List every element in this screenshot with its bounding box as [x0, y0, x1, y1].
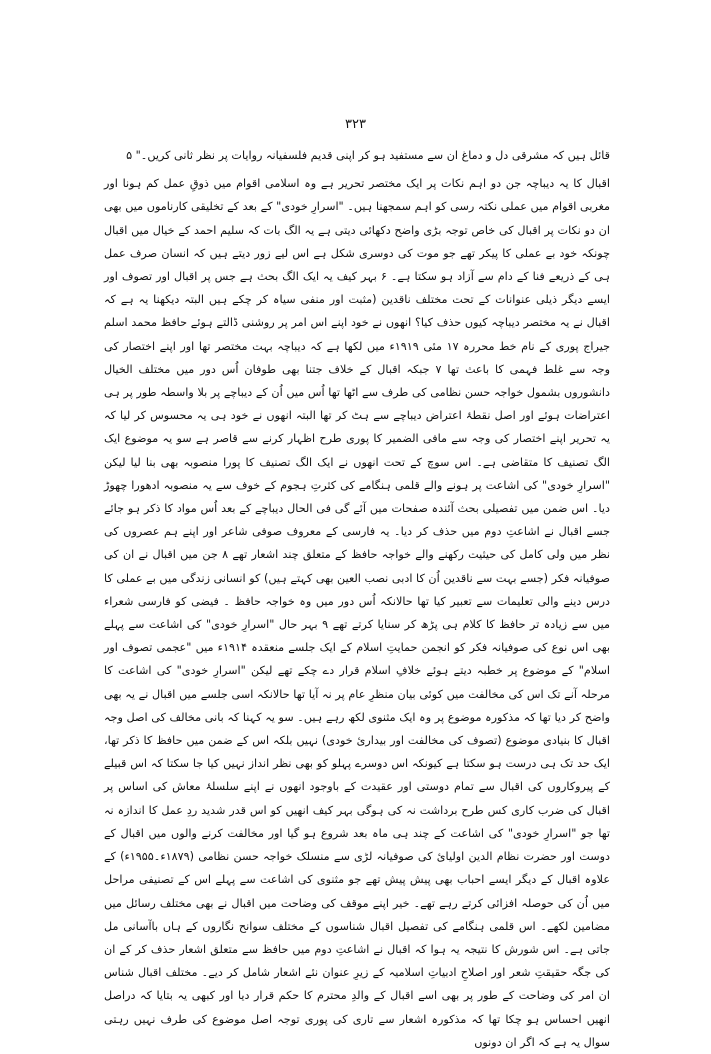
- main-paragraph: اقبال کا یہ دیباچہ جن دو اہم نکات پر ایک مختصر تحریر ہے وہ اسلامی اقوام میں ذوقِ عمل کم ہونا اور مغربی اقوام میں عملی نکتہ رسی کو اہم سمجھنا ہیں۔ "اسرارِ خودی" کے بعد کے تخلیقی کارناموں میں بھی ان دو نکات پر اقبال کی خاص توجہ بڑی واضح دکھائی دیتی ہے یہ الگ بات کہ سلیم احمد کے خیال میں اقبال چونکہ خود بے عملی کا پیکر تھے جو موت کی دوسری شکل ہے اس لیے زور دیتے ہیں کہ انسان صرف عمل ہی کے ذریعے فنا کے دام سے آزاد ہو سکتا ہے۔ ۶ بہر کیف یہ ایک الگ بحث ہے جس پر اقبال اور تصوف اور ایسے دیگر ذیلی عنوانات کے تحت مختلف ناقدین (مثبت اور منفی سیاہ کر چکے ہیں البتہ دیکھنا یہ ہے کہ اقبال نے یہ مختصر دیباچہ کیوں حذف کیا؟ انھوں نے خود اپنے اس امر پر روشنی ڈالتے ہوئے حافظ محمد اسلم جیراج پوری کے نام خط محررہ ۱۷ مئی ۱۹۱۹ء میں لکھا ہے کہ دیباچہ بہت مختصر تھا اور اپنے اختصار کی وجہ سے غلط فہمی کا باعث تھا ۷ جبکہ اقبال کے خلاف جتنا بھی طوفان اُس دور میں مختلف الخیال دانشوروں بشمول خواجہ حسن نظامی کی طرف سے اٹھا تھا اُس میں اُن کے دیباچے پر بلا واسطہ طور پر ہی اعتراضات ہوئے اور اصل نقطۂ اعتراض دیباچے سے ہٹ کر تھا البتہ انھوں نے خود ہی یہ محسوس کر لیا کہ یہ تحریر اپنے اختصار کی وجہ سے مافی الضمیر کا پوری طرح اظہار کرنے سے قاصر ہے سو یہ موضوع ایک الگ تصنیف کا متقاضی ہے۔ اس سوچ کے تحت انھوں نے ایک الگ تصنیف کا پورا منصوبہ بھی بنا لیا لیکن "اسرارِ خودی" کی اشاعت پر ہونے والے قلمی ہنگامے کی کثرتِ ہجوم کے خوف سے یہ منصوبہ ادھورا چھوڑ دیا۔ اس ضمن میں تفصیلی بحث آئندہ صفحات میں آئے گی فی الحال دیباچے کے بعد اُس مواد کا ذکر ہو جائے جسے اقبال نے اشاعتِ دوم میں حذف کر دیا۔ یہ فارسی کے معروف صوفی شاعر اور اپنے ہم عصروں کی نظر میں ولی کامل کی حیثیت رکھنے والے خواجہ حافظ کے متعلق چند اشعار تھے ۸ جن میں اقبال نے ان کی صوفیانہ فکر (جسے بہت سے ناقدین اُن کا ادبی نصب العین بھی کہتے ہیں) کو انسانی زندگی میں بے عملی کا درس دینے والی تعلیمات سے تعبیر کیا تھا حالانکہ اُس دور میں وہ خواجہ حافظ ۔ فیضی کو فارسی شعراء میں سے زیادہ تر حافظ کا کلام ہی پڑھ کر سنایا کرتے تھے ۹ بہر حال "اسرارِ خودی" کی اشاعت سے پہلے بھی اس نوع کی صوفیانہ فکر کو انجمن حمایتِ اسلام کے ایک جلسے منعقدہ ۱۹۱۴ء میں "عجمی تصوف اور اسلام" کے موضوع پر خطبہ دیتے ہوئے خلافِ اسلام قرار دے چکے تھے لیکن "اسرارِ خودی" کی اشاعت کا مرحلہ آنے تک اس کی مخالفت میں کوئی بیان منظرِ عام پر نہ آیا تھا حالانکہ اسی جلسے میں اقبال نے یہ بھی واضح کر دیا تھا کہ مذکورہ موضوع پر وہ ایک مثنوی لکھ رہے ہیں۔ سو یہ کہنا کہ بانی مخالف کی اصل وجہ اقبال کا بنیادی موضوع (تصوف کی مخالفت اور بیداریٔ خودی) نہیں بلکہ اس کے ضمن میں حافظ کا ذکر تھا، ایک حد تک ہی درست ہو سکتا ہے کیونکہ اس دوسرے پہلو کو بھی نظر انداز نہیں کیا جا سکتا کہ اس قبیلے کے پیروکاروں کی اقبال سے تمام دوستی اور عقیدت کے باوجود انھوں نے اپنے سلسلۂ معاش کی اساس پر اقبال کی ضرب کاری کس طرح برداشت نہ کی ہوگی بہر کیف انھیں کو اس قدر شدید ردِ عمل کا اندازہ نہ تھا جو "اسرارِ خودی" کی اشاعت کے چند ہی ماہ بعد شروع ہو گیا اور مخالفت کرنے والوں میں اقبال کے دوست اور حضرت نظام الدین اولیائ کی صوفیانہ لڑی سے منسلک خواجہ حسن نظامی (۱۸۷۹ء۔۱۹۵۵ء) کے علاوہ اقبال کے دیگر ایسے احباب بھی پیش پیش تھے جو مثنوی کی اشاعت سے پہلے اس کے تصنیفی مراحل میں اُن کی حوصلہ افزائی کرتے رہے تھے۔ خیر اپنے موقف کی وضاحت میں اقبال نے بھی مختلف رسائل میں مضامین لکھے۔ اس قلمی ہنگامے کی تفصیل اقبال شناسوں کے مختلف سوانح نگاروں کے ہاں باآسانی مل جاتی ہے۔ اس شورش کا نتیجہ یہ ہوا کہ اقبال نے اشاعتِ دوم میں حافظ سے متعلق اشعار حذف کر کے ان کی جگہ حقیقتِ شعر اور اصلاحِ ادبیاتِ اسلامیہ کے زیرِ عنوان نئے اشعار شامل کر دیے۔ مختلف اقبال شناس ان امر کی وضاحت کے طور پر بھی اسے اقبال کے والدِ محترم کا حکم قرار دیا اور کبھی یہ بتایا کہ دراصل انھیں احساس ہو چکا تھا کہ مذکورہ اشعار سے تاری کی پوری توجہ اصل موضوع کی طرف نہیں رہتی سوال یہ ہے کہ اگر ان دونوں: [104, 177, 611, 1049]
- body-text: [104, 144, 610, 1054]
- intro-quote-line: قائل ہیں کہ مشرقی دل و دماغ ان سے مستفید ہو کر اپنی قدیم فلسفیانہ روایات پر نظر ثانی کریں۔" ۵: [126, 149, 610, 162]
- page-number: ۳۲۳: [345, 117, 366, 132]
